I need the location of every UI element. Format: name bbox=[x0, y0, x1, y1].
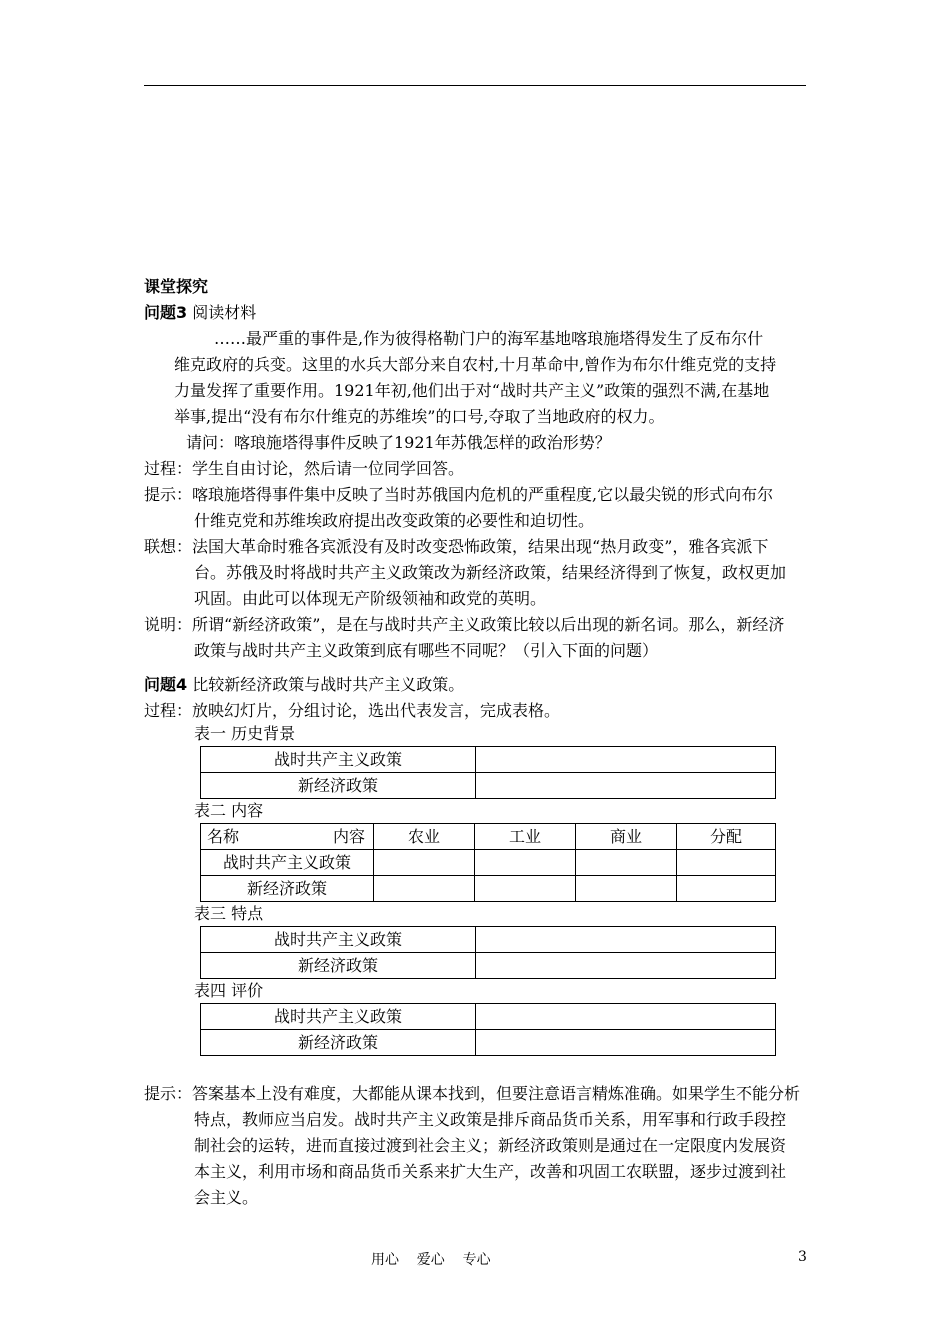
answer-cell[interactable] bbox=[476, 747, 776, 773]
material-line: ……最严重的事件是,作为彼得格勒门户的海军基地喀琅施塔得发生了反布尔什 bbox=[214, 329, 764, 348]
material-line: 维克政府的兵变。这里的水兵大部分来自农村,十月革命中,曾作为布尔什维克党的支持 bbox=[174, 355, 777, 374]
answer-cell[interactable] bbox=[374, 850, 475, 876]
association-item: 联想：法国大革命时雅各宾派没有及时改变恐怖政策，结果出现“热月政变”，雅各宾派下 台。苏俄及时将战时共产主义政策改为新经济政策，结果经济得到了恢复，政权更加 巩固。由此可以体现无产阶级领袖和政党的英明。 bbox=[144, 537, 787, 608]
table-row: 战时共产主义政策 bbox=[201, 1004, 776, 1030]
question-4-hint: 提示：答案基本上没有难度，大都能从课本找到，但要注意语言精炼准确。如果学生不能分析 特点，教师应当启发。战时共产主义政策是排斥商品货币关系，用军事和行政手段控 制社会的运转，进而直接过渡到社会主义；新经济政策则是通过在一定限度内发展资 本主义，利用市场和商品货币关系来扩大生产，改善和巩固工农联盟，逐步过渡到社 会主义。 bbox=[144, 1084, 801, 1207]
answer-cell[interactable] bbox=[374, 876, 475, 902]
answer-cell[interactable] bbox=[475, 876, 576, 902]
table-header-row: 名称 内容 农业 工业 商业 分配 bbox=[201, 824, 776, 850]
answer-cell[interactable] bbox=[476, 1030, 776, 1056]
process-item: 过程：学生自由讨论，然后请一位同学回答。 bbox=[144, 459, 465, 478]
question-3-material bbox=[144, 326, 808, 430]
answer-cell[interactable] bbox=[476, 953, 776, 979]
question-3-heading: 问题3 阅读材料 bbox=[144, 303, 257, 322]
table-2-content bbox=[200, 823, 776, 902]
table-row: 新经济政策 bbox=[201, 953, 776, 979]
explanation-item: 说明：所谓“新经济政策”，是在与战时共产主义政策比较以后出现的新名词。那么，新经济 政策与战时共产主义政策到底有哪些不同呢？（引入下面的问题） bbox=[144, 615, 785, 660]
hint-item: 提示：喀琅施塔得事件集中反映了当时苏俄国内危机的严重程度,它以最尖锐的形式向布尔 什维克党和苏维埃政府提出改变政策的必要性和迫切性。 bbox=[144, 485, 774, 530]
answer-cell[interactable] bbox=[476, 773, 776, 799]
table-row: 战时共产主义政策 bbox=[201, 850, 776, 876]
table-row: 战时共产主义政策 bbox=[201, 927, 776, 953]
answer-cell[interactable] bbox=[476, 927, 776, 953]
answer-cell[interactable] bbox=[576, 876, 677, 902]
table-3-features bbox=[200, 926, 776, 979]
page-number: 3 bbox=[798, 1249, 807, 1265]
table-1-background bbox=[200, 746, 776, 799]
section-heading: 课堂探究 bbox=[144, 277, 209, 296]
answer-cell[interactable] bbox=[576, 850, 677, 876]
table-3-caption: 表三 特点 bbox=[194, 904, 264, 923]
header-rule bbox=[144, 85, 806, 86]
table-1-caption: 表一 历史背景 bbox=[194, 724, 296, 743]
table-row: 战时共产主义政策 bbox=[201, 747, 776, 773]
question-3-prompt: 请问：喀琅施塔得事件反映了1921年苏俄怎样的政治形势？ bbox=[186, 433, 611, 452]
table-row: 新经济政策 bbox=[201, 876, 776, 902]
answer-cell[interactable] bbox=[677, 850, 776, 876]
footer-motto: 用心 爱心 专心 bbox=[371, 1252, 491, 1268]
question-4-heading: 问题4 比较新经济政策与战时共产主义政策。 bbox=[144, 675, 465, 694]
table-row: 新经济政策 bbox=[201, 1030, 776, 1056]
table-2-caption: 表二 内容 bbox=[194, 801, 264, 820]
answer-cell[interactable] bbox=[475, 850, 576, 876]
table-4-evaluation bbox=[200, 1003, 776, 1056]
table-row: 新经济政策 bbox=[201, 773, 776, 799]
answer-cell[interactable] bbox=[476, 1004, 776, 1030]
question-4-process: 过程：放映幻灯片，分组讨论，选出代表发言，完成表格。 bbox=[144, 701, 561, 720]
answer-cell[interactable] bbox=[677, 876, 776, 902]
table-4-caption: 表四 评价 bbox=[194, 981, 264, 1000]
diagonal-header-cell: 名称 内容 bbox=[201, 824, 374, 850]
material-line: 举事,提出“没有布尔什维克的苏维埃”的口号,夺取了当地政府的权力。 bbox=[174, 407, 665, 426]
material-line: 力量发挥了重要作用。1921年初,他们出于对“战时共产主义”政策的强烈不满,在基地 bbox=[174, 381, 770, 400]
question-3-items bbox=[144, 456, 808, 664]
